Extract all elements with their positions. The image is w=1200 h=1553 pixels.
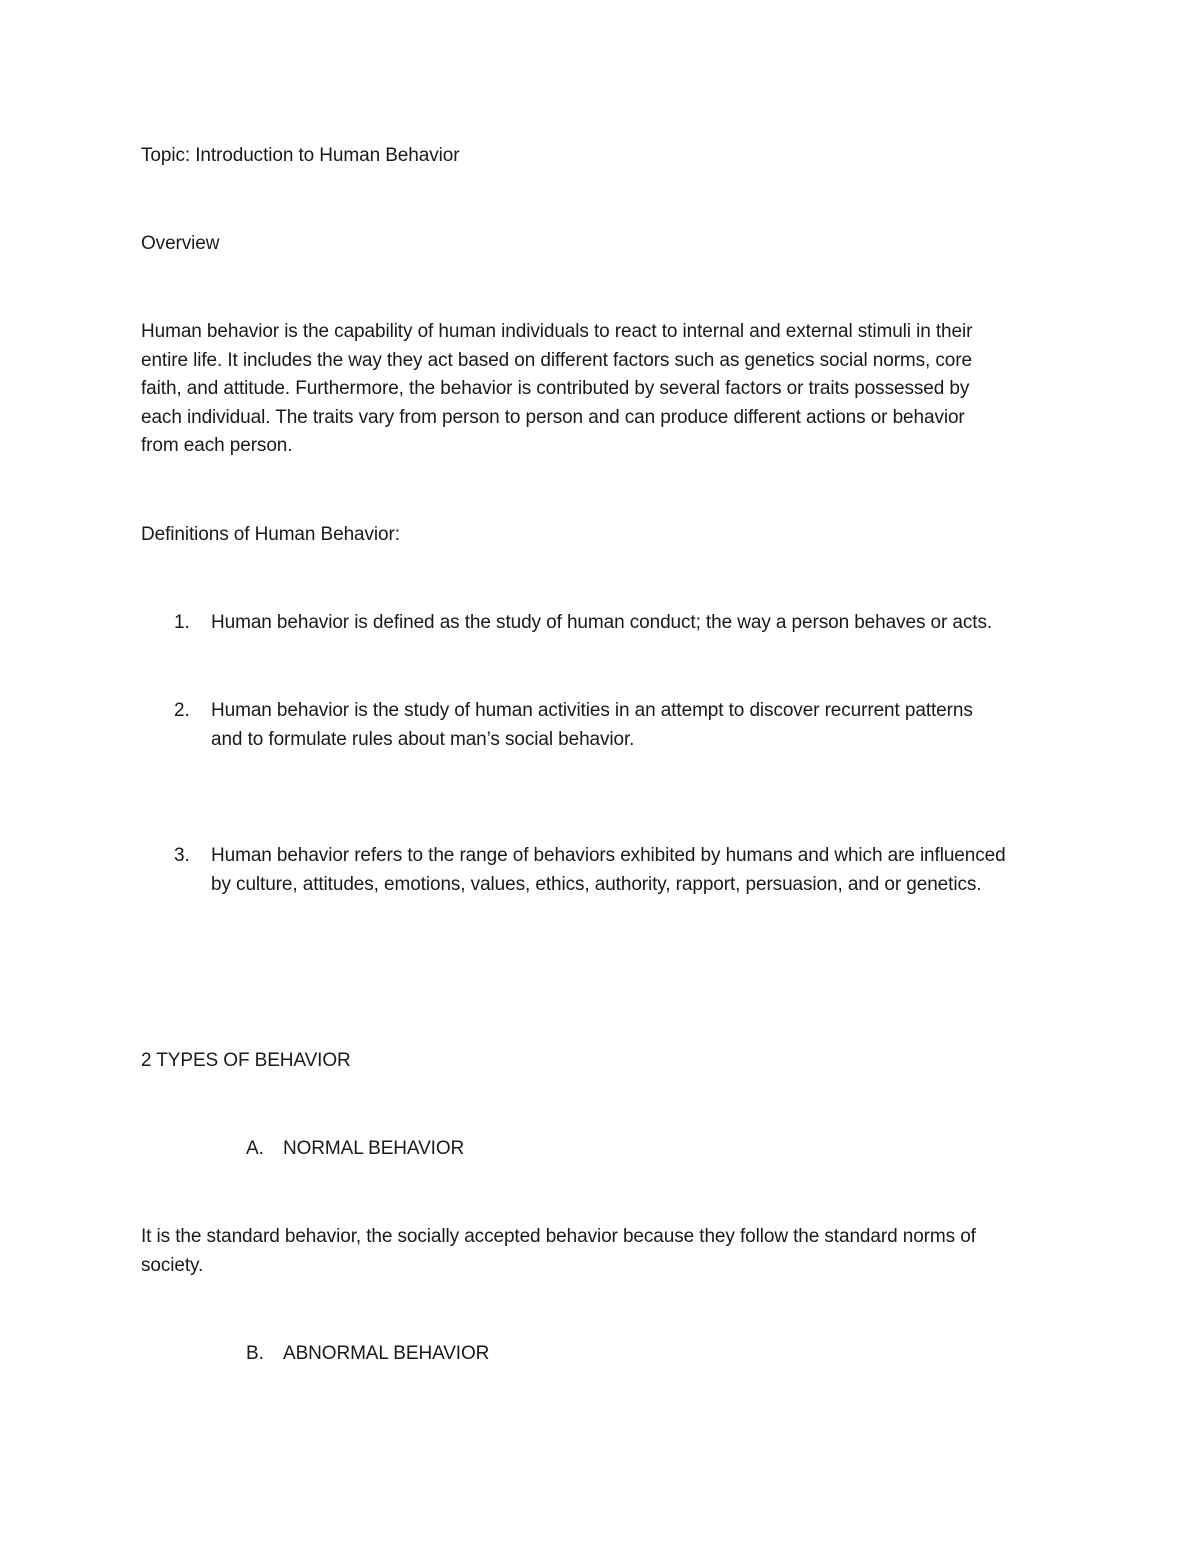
type-description-line: It is the standard behavior, the socially accepted behavior because they follow the standard norms of (141, 1226, 976, 1247)
list-number: 3. (174, 845, 190, 866)
definition-line: and to formulate rules about man’s social behavior. (211, 729, 635, 750)
overview-heading: Overview (141, 233, 220, 254)
overview-line: faith, and attitude. Furthermore, the behavior is contributed by several factors or traits possessed by (141, 378, 970, 399)
overview-line: from each person. (141, 435, 293, 456)
type-label: NORMAL BEHAVIOR (283, 1138, 465, 1159)
overview-line: Human behavior is the capability of human individuals to react to internal and external stimuli in their (141, 321, 973, 342)
definition-line: by culture, attitudes, emotions, values, ethics, authority, rapport, persuasion, and or genetics. (211, 874, 982, 895)
types-heading: 2 TYPES OF BEHAVIOR (141, 1050, 351, 1071)
definition-line: Human behavior is defined as the study of human conduct; the way a person behaves or acts. (211, 612, 993, 633)
type-letter: B. (246, 1343, 264, 1364)
overview-line: each individual. The traits vary from person to person and can produce different actions or behavior (141, 407, 965, 428)
topic-line: Topic: Introduction to Human Behavior (141, 145, 460, 166)
definition-line: Human behavior is the study of human activities in an attempt to discover recurrent patterns (211, 700, 973, 721)
definition-line: Human behavior refers to the range of behaviors exhibited by humans and which are influenced (211, 845, 1006, 866)
list-number: 2. (174, 700, 190, 721)
type-description-line: society. (141, 1255, 204, 1276)
type-letter: A. (246, 1138, 264, 1159)
definitions-heading: Definitions of Human Behavior: (141, 524, 400, 545)
type-label: ABNORMAL BEHAVIOR (283, 1343, 490, 1364)
overview-line: entire life. It includes the way they act based on different factors such as genetics social norms, core (141, 350, 972, 371)
list-number: 1. (174, 612, 190, 633)
